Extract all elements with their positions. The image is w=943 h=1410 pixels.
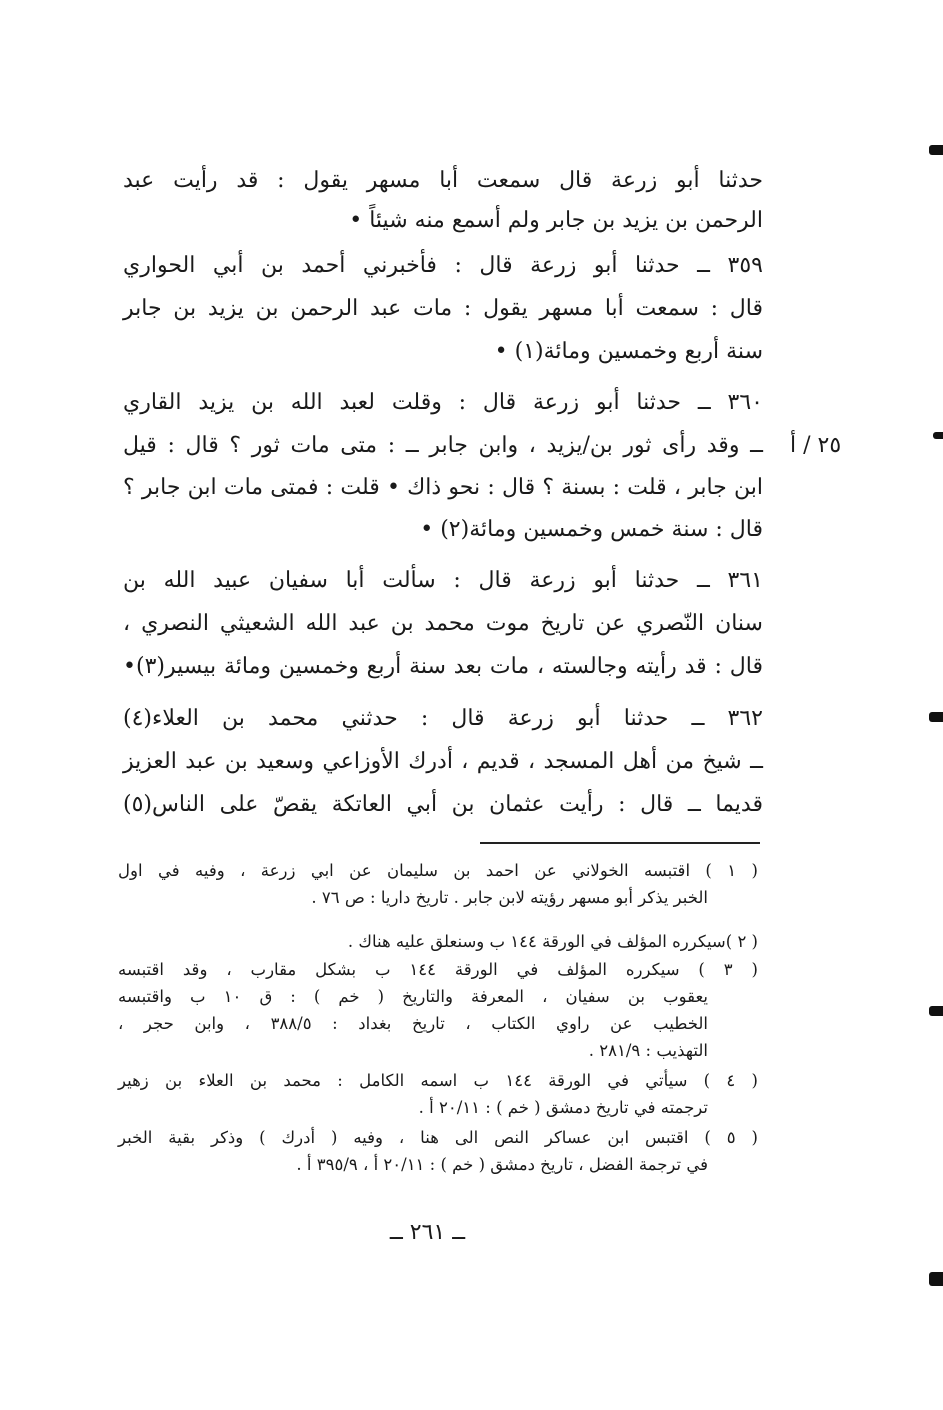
body-line: ــ وقد رأى ثور بن/يزيد ، وابن جابر ــ : متى مات ثور ؟ قال : قيل <box>123 433 763 458</box>
body-line: ٣٥٩ ــ حدثنا أبو زرعة قال : فأخبرني أحمد بن أبي الحواري <box>123 253 763 278</box>
footnote-line: في ترجمة الفضل ، تاريخ دمشق ( خم ) : ٢٠/١١ أ ، ٣٩٥/٩ أ . <box>296 1155 708 1174</box>
body-line: الرحمن بن يزيد بن جابر ولم أسمع منه شيئاً • <box>349 208 763 233</box>
body-line: ٣٦١ ــ حدثنا أبو زرعة قال : سألت أبا سفيان عبيد الله بن <box>123 568 763 593</box>
body-line: ٣٦٢ ــ حدثنا أبو زرعة قال : حدثني محمد بن العلاء(٤) <box>123 706 763 731</box>
footnote-line: التهذيب : ٢٨١/٩ . <box>588 1041 708 1060</box>
body-line: سنة أربع وخمسين ومائة(١) • <box>494 339 763 364</box>
scan-edge-mark <box>929 145 943 155</box>
footnote-line: ترجمته في تاريخ دمشق ( خم ) : ٢٠/١١ أ . <box>418 1098 708 1117</box>
body-line: قال : سمعت أبا مسهر يقول : مات عبد الرحمن بن يزيد بن جابر <box>123 296 763 321</box>
footnote-line: يعقوب بن سفيان ، المعرفة والتاريخ ( خم ) : ق ١٠ ب واقتبسه <box>118 987 708 1006</box>
scan-edge-mark <box>929 1272 943 1286</box>
footnote-line: الخبر يذكر أبو مسهر رؤيته لابن جابر . تاريخ داريا : ص ٧٦ . <box>311 888 708 907</box>
footnote-line: ( ٣ ) سيكرره المؤلف في الورقة ١٤٤ ب بشكل مقارب ، وقد اقتبسه <box>118 960 758 979</box>
body-line: قال : قد رأيته وجالسته ، مات بعد سنة أربع وخمسين ومائة بيسير(٣)• <box>123 654 763 679</box>
margin-folio-reference: ٢٥ / أ <box>790 433 842 458</box>
footnote-line: ( ٥ ) اقتبس ابن عساكر النص الى هنا ، وفيه ( أدرك ) وذكر بقية الخبر <box>118 1128 758 1147</box>
footnote-line: ( ١ ) اقتبسه الخولاني عن احمد بن سليمان عن ابي زرعة ، وفيه في اول <box>118 861 758 880</box>
scan-edge-mark <box>929 712 943 722</box>
footnote-line: ( ٢ )سيكرره المؤلف في الورقة ١٤٤ ب وسنعلق عليه هناك . <box>347 932 758 951</box>
body-line: سنان النّصري عن تاريخ موت محمد بن عبد الله الشعيثي النصري ، <box>123 611 763 636</box>
body-line: حدثنا أبو زرعة قال سمعت أبا مسهر يقول : قد رأيت عبد <box>123 168 763 193</box>
body-line: ٣٦٠ ــ حدثنا أبو زرعة قال : وقلت لعبد الله بن يزيد القاري <box>123 390 763 415</box>
body-line: ابن جابر ، قلت : بسنة ؟ قال : نحو ذاك • قلت : فمتى مات ابن جابر ؟ <box>123 475 763 500</box>
footnote-separator <box>480 842 760 844</box>
body-line: قديما ــ قال : رأيت عثمان بن أبي العاتكة يقصّ على الناس(٥) <box>123 792 763 817</box>
scan-edge-mark <box>929 1006 943 1016</box>
body-line: ــ شيخ من أهل المسجد ، قديم ، أدرك الأوزاعي وسعيد بن عبد العزيز <box>123 749 763 774</box>
scan-edge-mark <box>933 432 943 439</box>
page-number: ــ ٢٦١ ــ <box>389 1220 466 1245</box>
footnote-line: ( ٤ ) سيأتي في الورقة ١٤٤ ب اسمه الكامل : محمد بن العلاء بن زهير <box>118 1071 758 1090</box>
footnote-line: الخطيب عن راوي الكتاب ، تاريخ بغداد : ٣٨٨/٥ ، وابن حجر ، <box>118 1014 709 1033</box>
body-line: قال : سنة خمس وخمسين ومائة(٢) • <box>420 517 763 542</box>
